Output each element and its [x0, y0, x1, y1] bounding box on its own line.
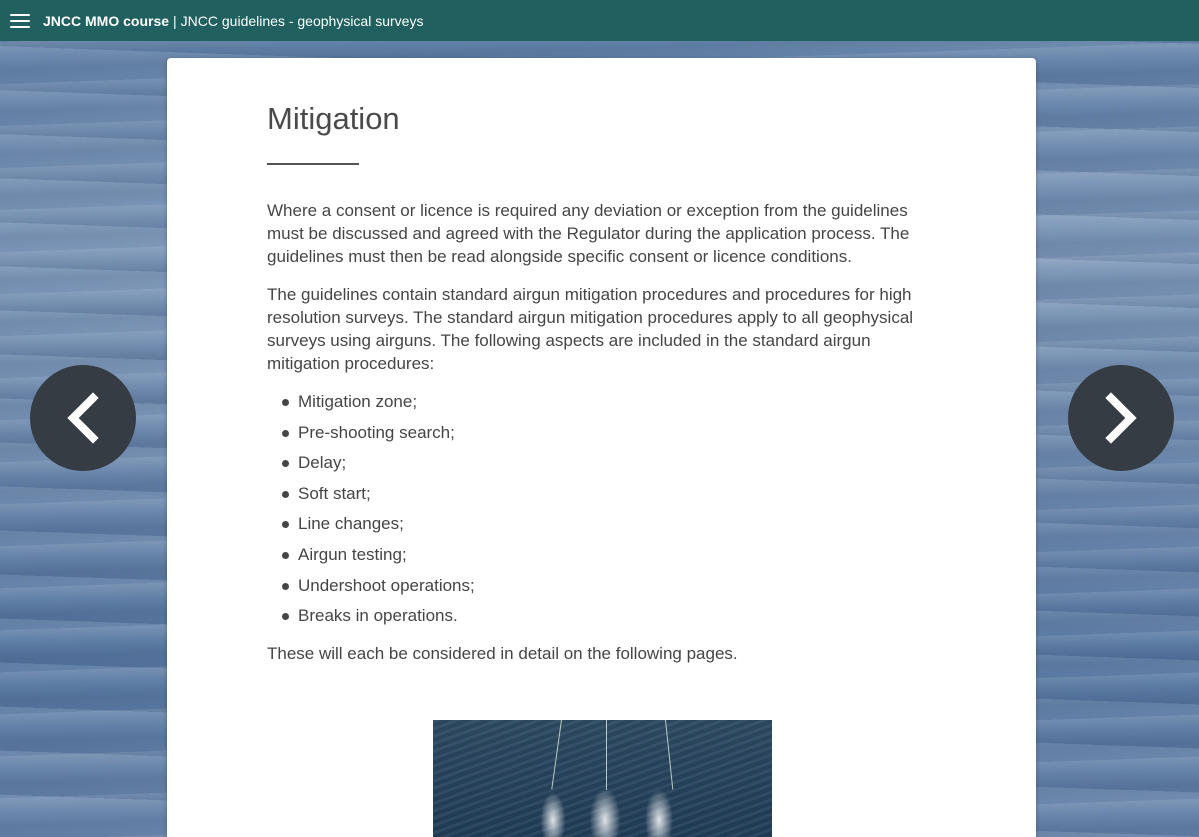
- list-item: Line changes;: [267, 512, 937, 535]
- title-separator: |: [173, 12, 177, 29]
- page-title: Mitigation: [267, 101, 400, 136]
- title-divider: [267, 163, 359, 165]
- module-title: JNCC guidelines - geophysical surveys: [180, 12, 424, 29]
- list-item: Soft start;: [267, 482, 937, 505]
- list-item: Airgun testing;: [267, 543, 937, 566]
- previous-page-button[interactable]: [30, 365, 136, 471]
- list-item: Pre-shooting search;: [267, 421, 937, 444]
- page-content: [267, 96, 937, 680]
- content-panel: [167, 58, 1036, 837]
- mitigation-aspects-list: [267, 390, 937, 627]
- list-item: Mitigation zone;: [267, 390, 937, 413]
- closing-paragraph: These will each be considered in detail on the following pages.: [267, 644, 738, 664]
- list-item: Undershoot operations;: [267, 574, 937, 597]
- paragraph-1: Where a consent or licence is required any deviation or exception from the guidelines must be discussed and agreed with the Regulator during the application process. The guidelines must then be read alongside specific consent or licence conditions.: [267, 201, 910, 266]
- chevron-right-icon: [1101, 392, 1141, 444]
- hamburger-menu-icon[interactable]: [10, 14, 30, 28]
- course-title: JNCC MMO course: [43, 12, 170, 29]
- top-bar: [0, 0, 1199, 41]
- chevron-left-icon: [63, 392, 103, 444]
- list-item: Delay;: [267, 451, 937, 474]
- list-item: Breaks in operations.: [267, 604, 937, 627]
- next-page-button[interactable]: [1068, 365, 1174, 471]
- paragraph-2: The guidelines contain standard airgun mitigation procedures and procedures for high resolution surveys. The standard airgun mitigation procedures apply to all geophysical surveys using airguns. The following aspects are included in the standard airgun mitigation procedures:: [267, 285, 914, 373]
- survey-vessel-photo: [433, 720, 772, 837]
